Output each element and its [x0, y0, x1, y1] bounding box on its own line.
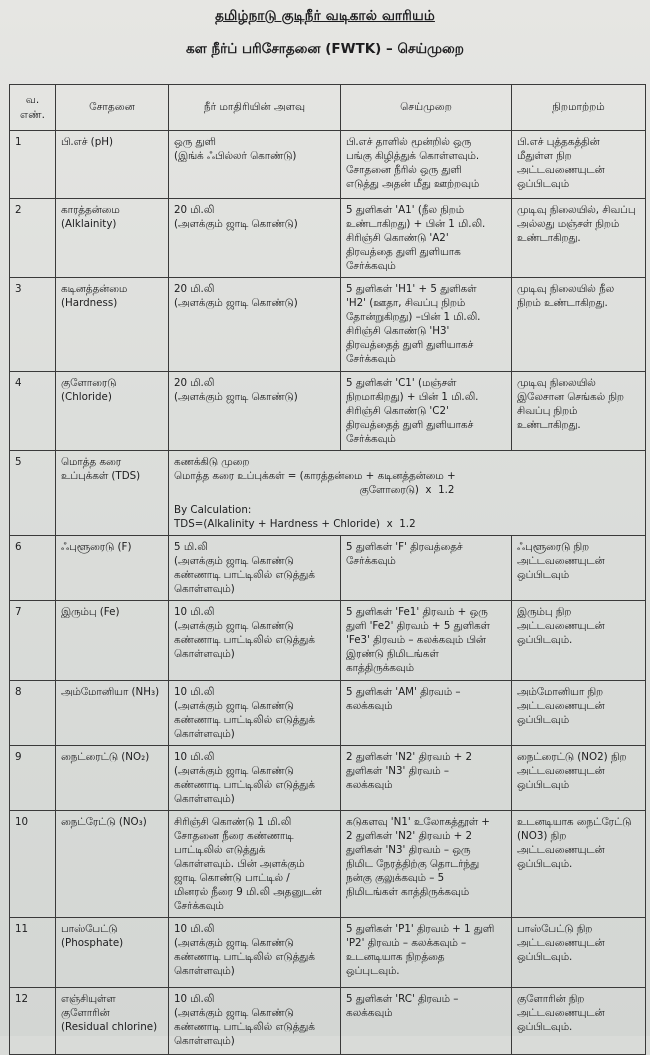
- cell-test-line: கடினத்தன்மை: [61, 283, 128, 295]
- cell-sample-line: கொள்ளவும்): [174, 1035, 235, 1047]
- cell-color-change-line: நிறம் உண்டாகிறது.: [517, 297, 608, 309]
- tds-calc-line: மொத்த கரை உப்புக்கள் = (காரத்தன்மை + கடினத்தன்மை +: [174, 470, 456, 482]
- cell-color-change-line: அட்டவணையுடன்: [517, 937, 605, 949]
- cell-sample-line: 10 மி.லி: [174, 686, 215, 698]
- cell-method: [341, 199, 512, 278]
- cell-method-line: தோன்றுகிறது) –பின் 1 மி.லி.: [346, 311, 481, 323]
- cell-color-change: [512, 536, 646, 601]
- table-row: [10, 918, 646, 988]
- cell-method: [341, 372, 512, 451]
- cell-sample: [169, 199, 341, 278]
- cell-method-line: 5 துளிகள் 'F' திரவத்தைச்: [346, 541, 463, 553]
- cell-test: [56, 988, 169, 1055]
- cell-sno: 5: [10, 451, 56, 536]
- cell-sample-line: (அளக்கும் ஜாடி கொண்டு): [174, 218, 298, 230]
- cell-method-line: 'P2' திரவம் – கலக்கவும் –: [346, 937, 467, 949]
- cell-color-change-line: ஒப்பிடவும்: [517, 178, 570, 190]
- cell-color-change: [512, 988, 646, 1055]
- cell-color-change-line: அட்டவணையுடன்: [517, 555, 605, 567]
- cell-method-line: எடுத்து அதன் மீது ஊற்றவும்: [346, 178, 480, 190]
- table-body: [10, 131, 646, 1055]
- cell-sample-line: கொள்ளவும்): [174, 793, 235, 805]
- cell-method-line: காத்திருக்கவும்: [346, 662, 414, 674]
- cell-sample-line: (அளக்கும் ஜாடி கொண்டு): [174, 391, 298, 403]
- cell-sample-line: பாட்டிலில் எடுத்துக்: [174, 844, 266, 856]
- cell-color-change-line: அட்டவணையுடன்: [517, 765, 605, 777]
- cell-sample: [169, 372, 341, 451]
- cell-sample-line: மினரல் நீரை 9 மி.லி அதனுடன்: [174, 886, 322, 898]
- cell-method: [341, 811, 512, 918]
- table-row: [10, 451, 646, 536]
- cell-sample-line: (அளக்கும் ஜாடி கொண்டு: [174, 620, 294, 632]
- header-color-change: நிறமாற்றம்: [512, 85, 646, 131]
- cell-color-change: [512, 746, 646, 811]
- cell-test-line: இரும்பு (Fe): [61, 606, 120, 618]
- cell-sample: [169, 988, 341, 1055]
- cell-sno: 7: [10, 601, 56, 681]
- cell-sample-line: (அளக்கும் ஜாடி கொண்டு: [174, 700, 294, 712]
- cell-sample-line: 5 மி.லி: [174, 541, 208, 553]
- cell-color-change: [512, 372, 646, 451]
- cell-sample-line: 20 மி.லி: [174, 377, 215, 389]
- header-row: [10, 85, 646, 131]
- cell-sample-line: கொள்ளவும்): [174, 965, 235, 977]
- cell-test-line: (Phosphate): [61, 937, 124, 949]
- table-row: [10, 681, 646, 746]
- cell-color-change-line: உண்டாகிறது.: [517, 232, 581, 244]
- cell-method-line: இரண்டு நிமிடங்கள்: [346, 648, 439, 660]
- header-method: செய்முறை: [341, 85, 512, 131]
- procedure-table: [9, 84, 646, 1055]
- cell-method-line: 5 துளிகள் 'A1' (நீல நிறம்: [346, 204, 465, 216]
- cell-sample: [169, 811, 341, 918]
- cell-method: [341, 601, 512, 681]
- cell-test: [56, 536, 169, 601]
- cell-color-change-line: இரும்பு நிற: [517, 606, 572, 618]
- cell-sno: 8: [10, 681, 56, 746]
- cell-method-line: கடுகளவு 'N1' உலோகத்தூள் +: [346, 816, 490, 828]
- cell-method-line: திரவத்தைத் துளி துளியாகச்: [346, 339, 474, 351]
- cell-sample-line: 10 மி.லி: [174, 923, 215, 935]
- cell-color-change-line: அல்லது மஞ்சள் நிறம்: [517, 218, 620, 230]
- cell-sample-line: (அளக்கும் ஜாடி கொண்டு): [174, 297, 298, 309]
- cell-color-change-line: முடிவு நிலையில் நீல: [517, 283, 615, 295]
- table-row: [10, 278, 646, 372]
- table-row: [10, 536, 646, 601]
- cell-color-change-line: நைட்ரைட்டு (NO2) நிற: [517, 751, 627, 763]
- cell-test-line: (Chloride): [61, 391, 112, 403]
- cell-method-line: பங்கு கிழித்துக் கொள்ளவும்.: [346, 150, 480, 162]
- cell-color-change: [512, 681, 646, 746]
- cell-color-change-line: ஒப்பிடவும்: [517, 779, 570, 791]
- cell-method-line: சேர்க்கவும்: [346, 555, 396, 567]
- cell-method-line: 5 துளிகள் 'AM' திரவம் –: [346, 686, 461, 698]
- table-row: [10, 811, 646, 918]
- header-sample: நீர் மாதிரியின் அளவு: [169, 85, 341, 131]
- cell-color-change-line: பி.எச் புத்தகத்தின்: [517, 136, 600, 148]
- table-row: [10, 131, 646, 199]
- cell-color-change-line: அட்டவணையுடன்: [517, 620, 605, 632]
- cell-color-change-line: மீதுள்ள நிற: [517, 150, 572, 162]
- cell-method-line: நிறமாகிறது) + பின் 1 மி.லி.: [346, 391, 479, 403]
- cell-color-change-line: அட்டவணையுடன்: [517, 844, 605, 856]
- cell-sno: 11: [10, 918, 56, 988]
- cell-color-change-line: ஒப்பிடவும்: [517, 569, 570, 581]
- cell-sample-line: கொள்ளவும்): [174, 728, 235, 740]
- cell-sample-line: கண்ணாடி பாட்டிலில் எடுத்துக்: [174, 634, 315, 646]
- cell-sample-line: 20 மி.லி: [174, 283, 215, 295]
- cell-sample: [169, 131, 341, 199]
- table-row: [10, 372, 646, 451]
- cell-method-line: பி.எச் தாளில் மூன்றில் ஒரு: [346, 136, 472, 148]
- cell-sample: [169, 746, 341, 811]
- cell-method-line: 5 துளிகள் 'RC' திரவம் –: [346, 993, 459, 1005]
- cell-method-line: சேர்க்கவும்: [346, 433, 396, 445]
- cell-color-change-line: அட்டவணையுடன்: [517, 700, 605, 712]
- cell-test-line: அம்மோனியா (NH₃): [61, 686, 160, 698]
- cell-method: [341, 988, 512, 1055]
- cell-sample-line: கண்ணாடி பாட்டிலில் எடுத்துக்: [174, 951, 315, 963]
- cell-method-line: துளிகள் 'N3' திரவம் –: [346, 765, 449, 777]
- document-title: தமிழ்நாடு குடிநீர் வடிகால் வாரியம்: [215, 8, 435, 24]
- cell-method-line: 5 துளிகள் 'H1' + 5 துளிகள்: [346, 283, 477, 295]
- tds-calc-line: By Calculation:: [174, 504, 252, 516]
- header-test: சோதனை: [56, 85, 169, 131]
- cell-sample-line: 10 மி.லி: [174, 751, 215, 763]
- cell-color-change-line: அட்டவணையுடன்: [517, 164, 605, 176]
- table-row: [10, 988, 646, 1055]
- cell-sample-line: 10 மி.லி: [174, 993, 215, 1005]
- cell-method-line: திரவத்தைத் துளி துளியாகச்: [346, 419, 474, 431]
- cell-color-change-line: ஒப்பிடவும்.: [517, 634, 573, 646]
- cell-sample-line: (இங்க் ஃபில்லர் கொண்டு): [174, 150, 297, 162]
- cell-method: [341, 278, 512, 372]
- cell-sample: [169, 536, 341, 601]
- table-row: [10, 199, 646, 278]
- cell-test: [56, 811, 169, 918]
- cell-sample-line: கண்ணாடி பாட்டிலில் எடுத்துக்: [174, 779, 315, 791]
- cell-color-change-line: ஒப்பிடவும்: [517, 714, 570, 726]
- cell-method-line: ஒப்புடவும்.: [346, 965, 400, 977]
- cell-color-change-line: ஃபுளூரைடு நிற: [517, 541, 590, 553]
- tds-calc-line: கணக்கிடு முறை: [174, 456, 250, 468]
- cell-test: [56, 918, 169, 988]
- cell-method-line: உண்டாகிறது) + பின் 1 மி.லி.: [346, 218, 486, 230]
- cell-test-line: (Hardness): [61, 297, 118, 309]
- cell-color-change: [512, 199, 646, 278]
- cell-test-line: நைட்ரைட்டு (NO₂): [61, 751, 150, 763]
- cell-sample-line: கொள்ளவும்): [174, 583, 235, 595]
- cell-test-line: பி.எச் (pH): [61, 136, 113, 148]
- cell-test-line: காரத்தன்மை: [61, 204, 120, 216]
- cell-sno: 6: [10, 536, 56, 601]
- cell-method: [341, 131, 512, 199]
- cell-sno: 12: [10, 988, 56, 1055]
- cell-method: [341, 746, 512, 811]
- cell-color-change-line: (NO3) நிற: [517, 830, 567, 842]
- cell-color-change-line: ஒப்பிடவும்.: [517, 1021, 573, 1033]
- cell-method-line: சிரிஞ்சி கொண்டு 'C2': [346, 405, 449, 417]
- cell-color-change-line: அம்மோனியா நிற: [517, 686, 604, 698]
- cell-method-line: நிமிட நேரத்திற்கு தொடர்ந்து: [346, 858, 480, 870]
- cell-test-line: உப்புக்கள் (TDS): [61, 470, 141, 482]
- cell-test-line: குளோரின்: [61, 1007, 110, 1019]
- cell-color-change-line: உண்டாகிறது.: [517, 419, 581, 431]
- cell-method-line: சேர்க்கவும்: [346, 260, 396, 272]
- cell-color-change-line: குளோரின் நிற: [517, 993, 585, 1005]
- cell-method-line: 5 துளிகள் 'P1' திரவம் + 1 துளி: [346, 923, 495, 935]
- cell-method-line: துளி 'Fe2' திரவம் + 5 துளிகள்: [346, 620, 490, 632]
- cell-method-line: 5 துளிகள் 'C1' (மஞ்சள்: [346, 377, 457, 389]
- cell-method-line: சிரிஞ்சி கொண்டு 'A2': [346, 232, 449, 244]
- cell-color-change-line: பாஸ்பேட்டு நிற: [517, 923, 593, 935]
- cell-test-line: (Alklainity): [61, 218, 117, 230]
- cell-color-change-line: உடனடியாக நைட்ரேட்டு: [517, 816, 632, 828]
- cell-sample: [169, 681, 341, 746]
- cell-method-line: 5 துளிகள் 'Fe1' திரவம் + ஒரு: [346, 606, 488, 618]
- cell-sample-line: கொள்ளவும்): [174, 648, 235, 660]
- cell-sample-line: சிரிஞ்சி கொண்டு 1 மி.லி: [174, 816, 292, 828]
- cell-test: [56, 601, 169, 681]
- cell-sample-line: சேர்க்கவும்: [174, 900, 224, 912]
- cell-test: [56, 278, 169, 372]
- cell-color-change: [512, 918, 646, 988]
- cell-test-line: ஃபுளூரைடு (F): [61, 541, 132, 553]
- cell-sample-line: கண்ணாடி பாட்டிலில் எடுத்துக்: [174, 714, 315, 726]
- cell-color-change: [512, 278, 646, 372]
- cell-color-change-line: முடிவு நிலையில், சிவப்பு: [517, 204, 636, 216]
- cell-sno: 1: [10, 131, 56, 199]
- cell-test-line: (Residual chlorine): [61, 1021, 158, 1033]
- cell-color-change: [512, 131, 646, 199]
- cell-method: [341, 918, 512, 988]
- cell-test-line: மொத்த கரை: [61, 456, 122, 468]
- cell-sample-line: (அளக்கும் ஜாடி கொண்டு: [174, 1007, 294, 1019]
- cell-method: [341, 536, 512, 601]
- cell-color-change-line: சிவப்பு நிறம்: [517, 405, 578, 417]
- cell-method-line: துளிகள் 'N3' திரவம் – ஒரு: [346, 844, 471, 856]
- cell-sno: 10: [10, 811, 56, 918]
- cell-color-change-line: முடிவு நிலையில்: [517, 377, 596, 389]
- cell-method-line: 'H2' (ஊதா, சிவப்பு நிறம்: [346, 297, 466, 309]
- cell-method-line: 'Fe3' திரவம் – கலக்கவும் பின்: [346, 634, 486, 646]
- cell-method-line: சிரிஞ்சி கொண்டு 'H3': [346, 325, 450, 337]
- cell-test-line: பாஸ்பேட்டு: [61, 923, 118, 935]
- cell-sno: 2: [10, 199, 56, 278]
- cell-sample-line: ஜாடி கொண்டு பாட்டில் /: [174, 872, 290, 884]
- cell-sample: [169, 278, 341, 372]
- cell-test: [56, 199, 169, 278]
- cell-test-line: எஞ்சியுள்ள: [61, 993, 116, 1005]
- cell-method-line: 2 துளிகள் 'N2' திரவம் + 2: [346, 751, 473, 763]
- cell-sample: [169, 918, 341, 988]
- table-row: [10, 746, 646, 811]
- cell-sample-line: 20 மி.லி: [174, 204, 215, 216]
- header-sno: வ. எண்.: [10, 85, 56, 131]
- cell-method-line: கலக்கவும்: [346, 779, 393, 791]
- cell-method-line: 2 துளிகள் 'N2' திரவம் + 2: [346, 830, 473, 842]
- cell-sno: 3: [10, 278, 56, 372]
- cell-color-change-line: ஒப்பிடவும்.: [517, 858, 573, 870]
- cell-color-change-line: இலேசான செங்கல் நிற: [517, 391, 624, 403]
- cell-sample-line: 10 மி.லி: [174, 606, 215, 618]
- tds-calc-line: குளோரைடு) x 1.2: [359, 484, 455, 496]
- cell-color-change-line: அட்டவணையுடன்: [517, 1007, 605, 1019]
- cell-method-line: சோதனை நீரில் ஒரு துளி: [346, 164, 462, 176]
- cell-test: [56, 746, 169, 811]
- cell-method: [341, 681, 512, 746]
- tds-calc-line: TDS=(Alkalinity + Hardness + Chloride) x 1.2: [174, 518, 416, 530]
- cell-sample-line: சோதனை நீரை கண்ணாடி: [174, 830, 294, 842]
- cell-sample-line: கண்ணாடி பாட்டிலில் எடுத்துக்: [174, 569, 315, 581]
- document-subtitle: கள நீர்ப் பரிசோதனை (FWTK) – செய்முறை: [186, 41, 464, 57]
- cell-test: [56, 451, 169, 536]
- cell-sample-line: (அளக்கும் ஜாடி கொண்டு: [174, 765, 294, 777]
- cell-tds-calculation: [169, 451, 646, 536]
- cell-method-line: கலக்கவும்: [346, 1007, 393, 1019]
- cell-sno: 9: [10, 746, 56, 811]
- cell-test: [56, 131, 169, 199]
- cell-test-line: நைட்ரேட்டு (NO₃): [61, 816, 147, 828]
- cell-sno: 4: [10, 372, 56, 451]
- cell-method-line: கலக்கவும்: [346, 700, 393, 712]
- table-row: [10, 601, 646, 681]
- cell-sample-line: கொள்ளவும். பின் அளக்கும்: [174, 858, 305, 870]
- cell-method-line: நிமிடங்கள் காத்திருக்கவும்: [346, 886, 469, 898]
- cell-method-line: திரவத்தை துளி துளியாக: [346, 246, 461, 258]
- cell-method-line: உடனடியாக நிறத்தை: [346, 951, 445, 963]
- cell-test: [56, 372, 169, 451]
- cell-sample-line: ஒரு துளி: [174, 136, 216, 148]
- cell-method-line: சேர்க்கவும்: [346, 353, 396, 365]
- cell-test-line: குளோரைடு: [61, 377, 117, 389]
- cell-color-change-line: ஒப்பிடவும்.: [517, 951, 573, 963]
- cell-color-change: [512, 601, 646, 681]
- cell-color-change: [512, 811, 646, 918]
- cell-sample: [169, 601, 341, 681]
- cell-test: [56, 681, 169, 746]
- cell-method-line: நன்கு குலுக்கவும் – 5: [346, 872, 445, 884]
- cell-sample-line: (அளக்கும் ஜாடி கொண்டு: [174, 555, 294, 567]
- cell-sample-line: கண்ணாடி பாட்டிலில் எடுத்துக்: [174, 1021, 315, 1033]
- cell-sample-line: (அளக்கும் ஜாடி கொண்டு: [174, 937, 294, 949]
